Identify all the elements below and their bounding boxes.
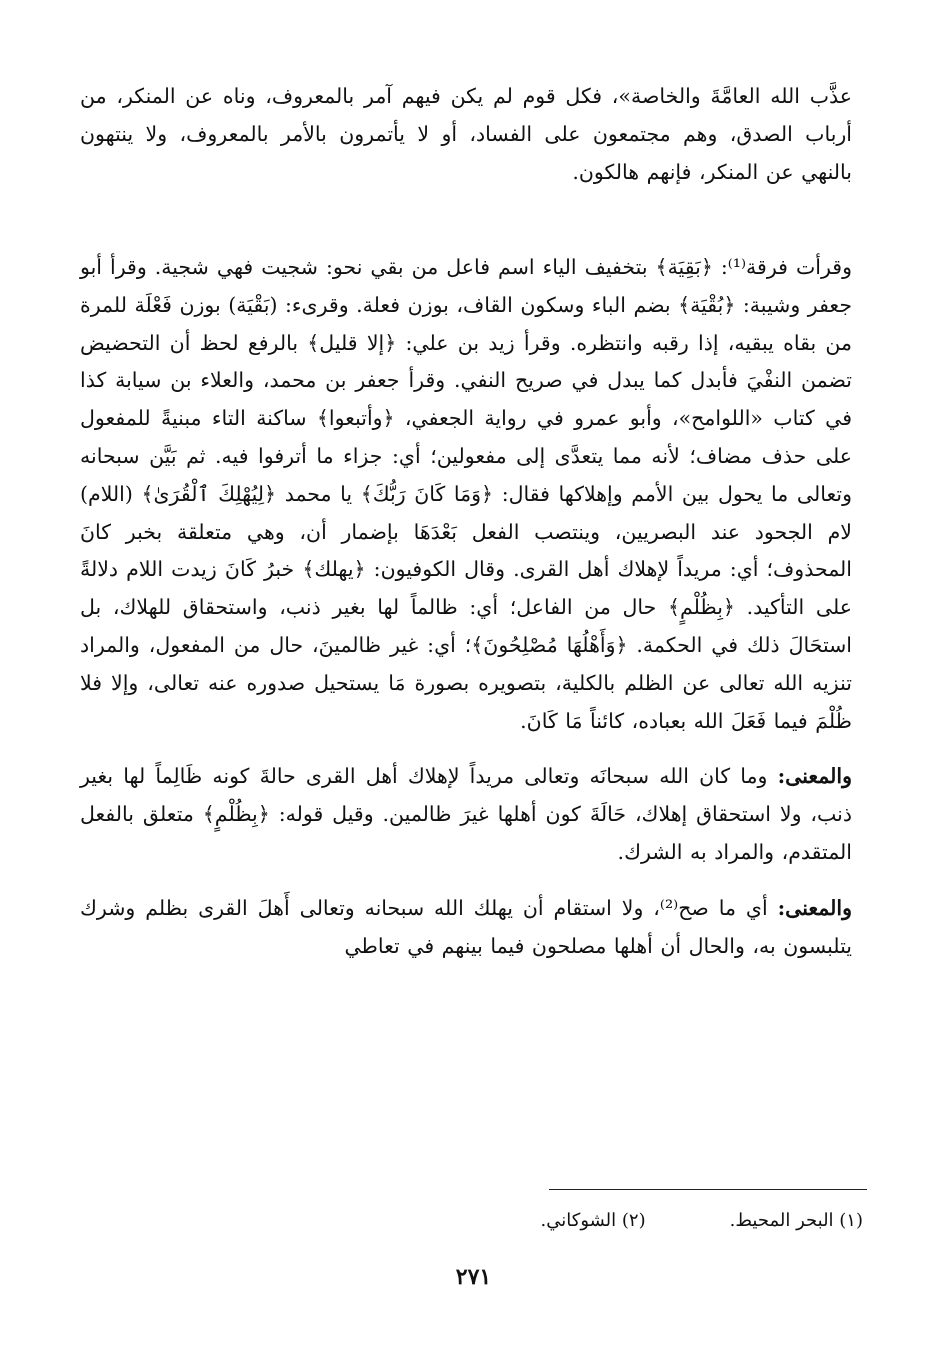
- footnotes: [541, 1208, 863, 1234]
- paragraph-3-text: وما كان الله سبحانَه وتعالى مريداً لإهلاك أهل القرى حالةَ كونه ظَالِماً لها بغير ذنب، ولا استحقاق إهلاك، حَالَةَ كون أهلها غيرَ ظالمين. وقيل قوله: ﴿بِظُلْمٍ﴾ متعلق بالفعل المتقدم، والمراد به الشرك.: [80, 764, 852, 864]
- paragraph-2: [80, 249, 852, 740]
- footnote-1: (١) البحر المحيط.: [729, 1210, 863, 1231]
- page-body: [80, 78, 852, 965]
- paragraph-4-text: أي ما صح⁽²⁾، ولا استقام أن يهلك الله سبحانه وتعالى أَهلَ القرى بظلم وشرك يتلبسون به، والحال أن أهلها مصلحون فيما بينهم في تعاطي: [80, 895, 852, 958]
- paragraph-3: [80, 758, 852, 871]
- footnote-2: (٢) الشوكاني.: [540, 1210, 646, 1231]
- paragraph-2-text: وقرأت فرقة⁽¹⁾: ﴿بَقِيَة﴾ بتخفيف الياء اسم فاعل من بقي نحو: شجيت فهي شجية. وقرأ أبو جعفر وشيبة: ﴿بُقْيَة﴾ بضم الباء وسكون القاف، بوزن فعلة. وقرىء: (بَقْيَة) بوزن فَعْلَة للمرة من بقاه يبقيه، إذا رقبه وانتظره. وقرأ زيد بن علي: ﴿إلا قليل﴾ بالرفع لحظ أن التحضيض تضمن النفْيَ فأبدل كما يبدل في صريح النفي. وقرأ جعفر بن محمد، والعلاء بن سيابة كذا في كتاب «اللوامح»، وأبو عمرو في رواية الجعفي، ﴿وأتبعوا﴾ ساكنة التاء مبنيةً للمفعول على حذف مضاف؛ لأنه مما يتعدَّى إلى مفعولين؛ أي: جزاء ما أترفوا فيه. ثم بَيَّن سبحانه وتعالى ما يحول بين الأمم وإهلاكها فقال: ﴿وَمَا كَانَ رَبُّكَ﴾ يا محمد ﴿لِيُهْلِكَ ٱلْقُرَىٰ﴾ (اللام) لام الجحود عند البصريين، وينتصب الفعل بَعْدَهَا بإضمار أن، وهي متعلقة بخبر كانَ المحذوف؛ أي: مريداً لإهلاك أهل القرى. وقال الكوفيون: ﴿يهلك﴾ خبرُ كَانَ زيدت اللام دلالةً على التأكيد. ﴿بِظُلْمٍ﴾ حال من الفاعل؛ أي: ظالماً لها بغير ذنب، واستحقاق للهلاك، بل استحَالَ ذلك في الحكمة. ﴿وَأَهْلُهَا مُصْلِحُونَ﴾؛ أي: غير ظالمينَ، حال من المفعول، والمراد تنزيه الله تعالى عن الظلم بالكلية، بتصويره بصورة مَا يستحيل صدوره عنه تعالى، وإلا فلا ظُلْمَ فيما فَعَلَ الله بعباده، كائناً مَا كَانَ.: [80, 255, 852, 733]
- footnote-separator: [549, 1189, 867, 1190]
- page-number: ٢٧١: [455, 1264, 492, 1290]
- paragraph-4-lead: والمعنى:: [777, 895, 852, 920]
- paragraph-3-lead: والمعنى:: [777, 764, 852, 789]
- paragraph-1: [80, 78, 852, 231]
- paragraph-1-text: عذَّب الله العامَّةَ والخاصة»، فكل قوم لم يكن فيهم آمر بالمعروف، وناه عن المنكر، من أرباب الصدق، وهم مجتمعون على الفساد، أو لا يأتمرون بالأمر بالمعروف، ولا ينتهون بالنهي عن المنكر، فإنهم هالكون.: [80, 84, 852, 184]
- paragraph-4: [80, 890, 852, 966]
